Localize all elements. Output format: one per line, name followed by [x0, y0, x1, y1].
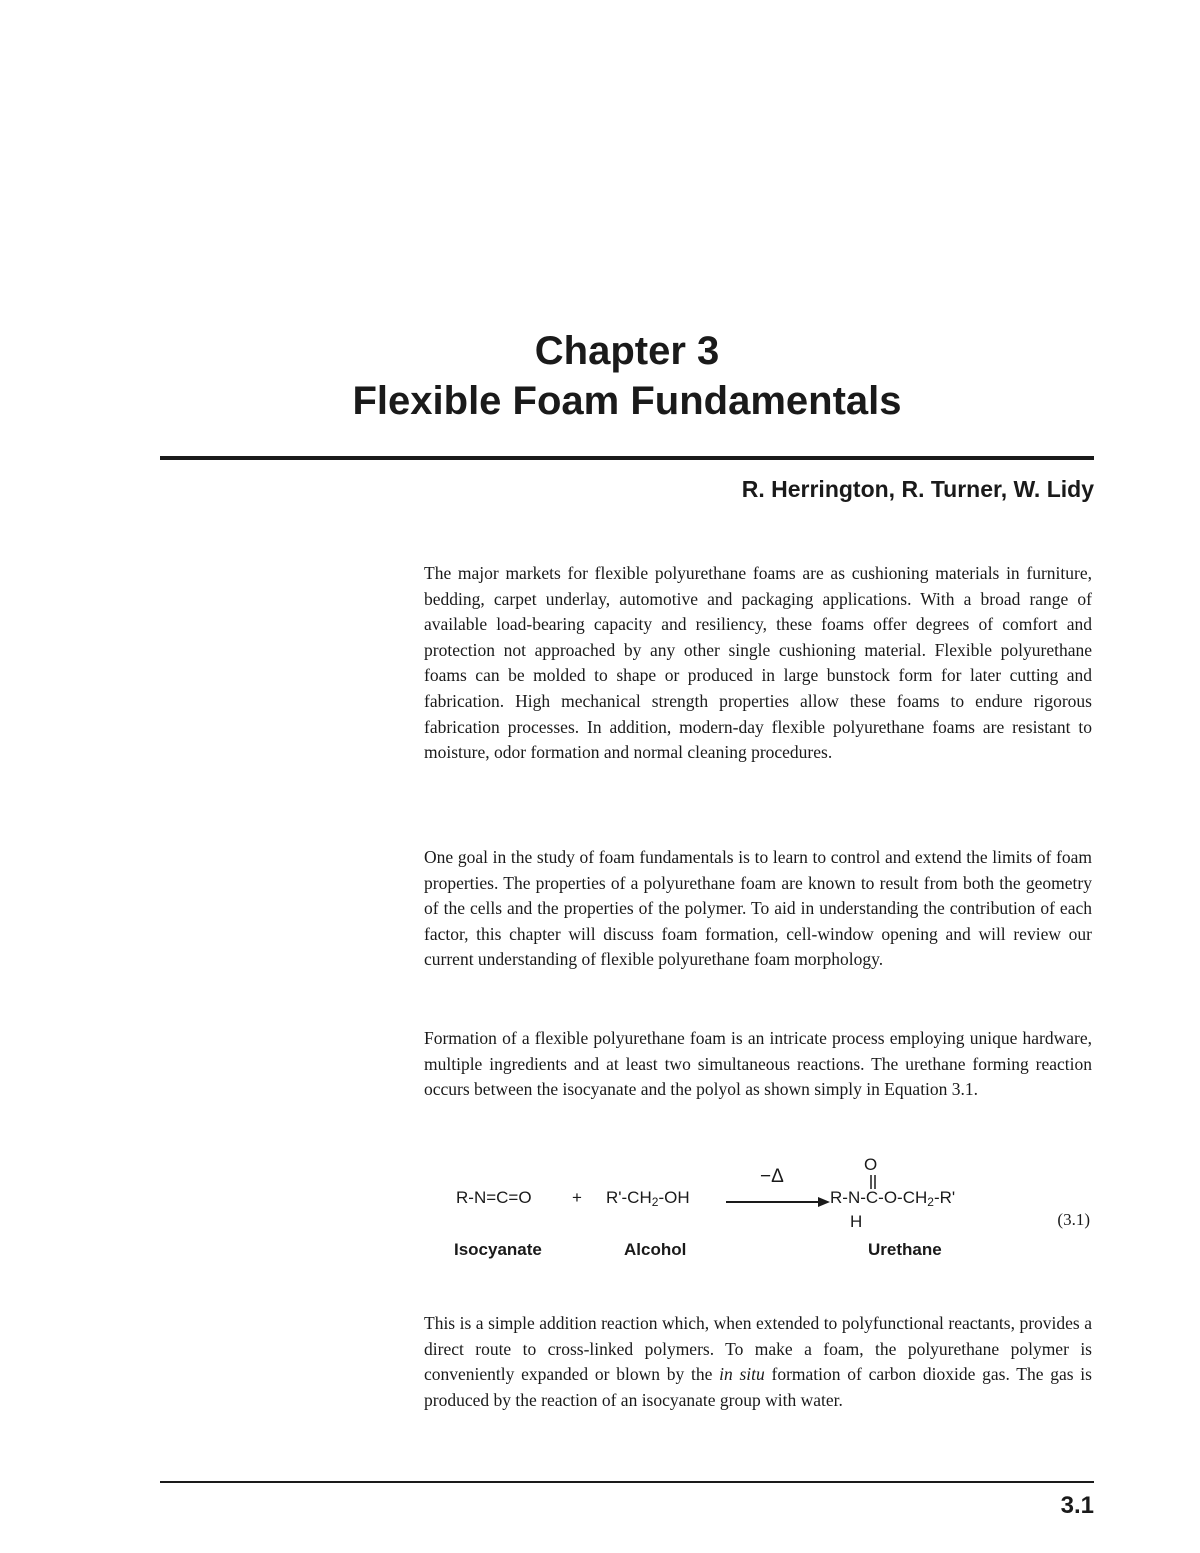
reactant-alcohol: $R'-CH_2-OH$ — [606, 1188, 690, 1209]
label-urethane: Urethane — [868, 1240, 942, 1259]
paragraph-goal: One goal in the study of foam fundamentals is to learn to control and extend the limits of foam properties. The properties of a polyurethane foam are known to result from both the geometry of the cells and the properties of the polymer. To aid in understanding the contribution of each factor, this chapter will discuss foam formation, cell-window opening and will review our current understanding of flexible polyurethane foam morphology. — [424, 847, 1092, 970]
paragraph-formation: Formation of a flexible polyurethane foam is an intricate process employing unique hardware, multiple ingredients and at least two simultaneous reactions. The urethane forming reaction occurs between the isocyanate and the polyol as shown simply in Equation 3.1. — [424, 1028, 1092, 1100]
label-alcohol: Alcohol — [624, 1240, 687, 1259]
page-number: 3.1 — [1060, 1492, 1094, 1519]
title-divider — [160, 456, 1094, 460]
chapter-heading — [160, 326, 1094, 426]
reaction-arrow — [726, 1196, 830, 1208]
plus-sign: + — [572, 1188, 582, 1207]
paragraph-addition: This is a simple addition reaction which, when extended to polyfunctional reactants, provides a direct route to cross-linked polymers. To make a foam, the polyurethane polymer is conveniently expanded or blown by the in situ formation of carbon dioxide gas. The gas is produced by the reaction of an isocyanate group with water. — [424, 1313, 1092, 1410]
carbonyl-oxygen: O — [864, 1155, 878, 1174]
equation-3-1 — [424, 1150, 1092, 1270]
footer-divider — [160, 1481, 1094, 1483]
product-urethane: $R-N-C-O-CH_2-R'$ — [830, 1188, 956, 1209]
chapter-number: Chapter 3 — [534, 329, 720, 373]
chapter-title: Flexible Foam Fundamentals — [352, 379, 902, 423]
authors: R. Herrington, R. Turner, W. Lidy — [741, 476, 1094, 502]
reactant-isocyanate: R-N=C=O — [456, 1188, 532, 1207]
nh-hydrogen: H — [850, 1212, 863, 1231]
paragraph-markets: The major markets for flexible polyurethane foams are as cushioning materials in furniture, bedding, carpet underlay, automotive and packaging applications. With a broad range of available load-bearing capacity and resiliency, these foams offer degrees of comfort and protection not approached by any other single cushioning material. Flexible polyurethane foams can be molded to shape or produced in large bunstock form for later cutting and fabrication. High mechanical strength properties allow these foams to endure rigorous fabrication processes. In addition, modern-day flexible polyurethane foams are resistant to moisture, odor formation and normal cleaning procedures. — [424, 563, 1092, 763]
double-bond — [869, 1175, 877, 1189]
equation-number: (3.1) — [1057, 1210, 1090, 1229]
label-isocyanate: Isocyanate — [454, 1240, 542, 1259]
heat-condition: −Δ — [760, 1166, 784, 1187]
italic-in-situ: in situ — [719, 1364, 765, 1385]
